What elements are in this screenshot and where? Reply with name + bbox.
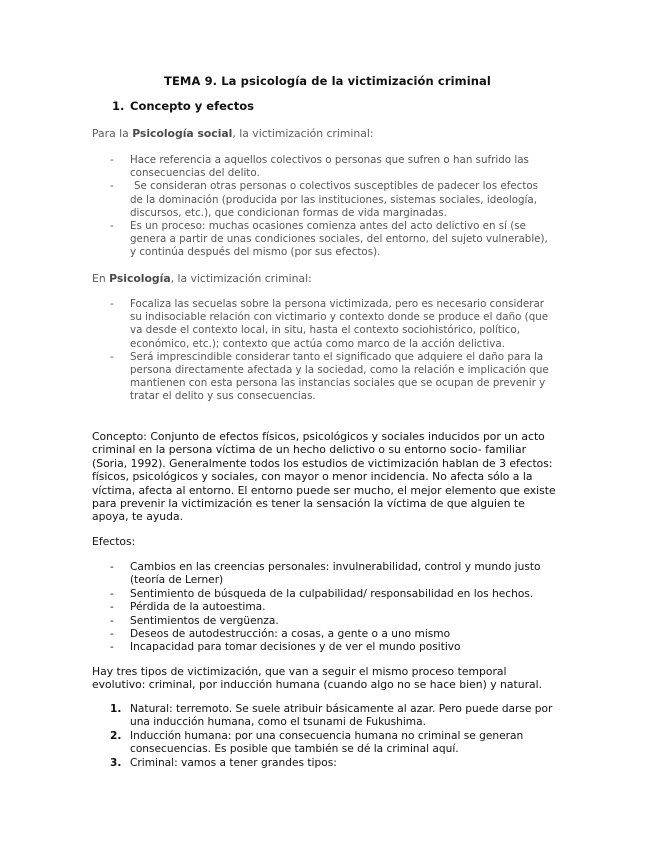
- types-list: [110, 703, 570, 770]
- social-intro-pre: Para la: [92, 127, 133, 140]
- list-item: - Sentimientos de vergüenza.: [110, 614, 279, 627]
- list-item: - Hace referencia a aquellos colectivos o personas que sufren o han sufrido las consecuencias del delito.: [110, 154, 529, 180]
- list-item: - Pérdida de la autoestima.: [110, 601, 266, 614]
- list-item: - Incapacidad para tomar decisiones y de ver el mundo positivo: [110, 641, 461, 654]
- social-intro-post: , la victimización criminal:: [232, 127, 374, 140]
- effects-label: Efectos:: [92, 535, 136, 548]
- list-item: - Focaliza las secuelas sobre la persona victimizada, pero es necesario considerar su indisociable relación con victimario y contexto donde se produce el daño (que va desde el contexto local, in situ, hasta el contexto sociohistórico, político, económico, etc.); contexto que actúa como marco de la acción delictiva.: [110, 298, 549, 350]
- list-item: 3. Criminal: vamos a tener grandes tipos:: [110, 756, 337, 769]
- list-item: - Deseos de autodestrucción: a cosas, a gente o a uno mismo: [110, 628, 451, 641]
- psych-intro-bold: Psicología: [109, 272, 171, 285]
- list-item: - Es un proceso: muchas ocasiones comienza antes del acto delictivo en sí (se genera a partir de unas condiciones sociales, del entorno, del sujeto vulnerable), y continúa después del mismo (por sus efectos).: [110, 220, 548, 259]
- list-item: - Será imprescindible considerar tanto el significado que adquiere el daño para la persona directamente afectada y la sociedad, como la relación e implicación que mantienen con esta persona las instancias sociales que se ocupan de prevenir y tratar el delito y sus consecuencias.: [110, 350, 549, 403]
- effects-list: [110, 561, 570, 655]
- list-item: - Cambios en las creencias personales: invulnerabilidad, control y mundo justo (teoría de Lerner): [110, 561, 541, 587]
- section-label: Concepto y efectos: [130, 99, 254, 113]
- concept-paragraph: Concepto: Conjunto de efectos físicos, psicológicos y sociales inducidos por un acto criminal en la persona víctima de un hecho delictivo o su entorno socio- familiar (Soria, 1992). Generalmente todos los estudios de victimización hablan de 3 efectos: físicos, psicológicos y sociales, con mayor o menor incidencia. No afecta sólo a la víctima, afecta al entorno. El entorno puede ser mucho, el mejor elemento que existe para prevenir la victimización es tener la sensación la víctima de que alguien te apoya, te ayuda.: [92, 430, 556, 524]
- psych-intro-post: , la victimización criminal:: [170, 272, 312, 285]
- list-item: - Sentimiento de búsqueda de la culpabilidad/ responsabilidad en los hechos.: [110, 587, 534, 600]
- list-item: - Se consideran otras personas o colectivos susceptibles de padecer los efectos de la dominación (producida por las instituciones, sistemas sociales, ideología, discursos, etc.), que condicionan formas de vida marginadas.: [110, 180, 539, 219]
- types-paragraph: Hay tres tipos de victimización, que van a seguir el mismo proceso temporal evolutivo: criminal, por inducción humana (cuando algo no se hace bien) y natural.: [92, 665, 543, 692]
- psych-intro: [92, 272, 562, 285]
- social-intro-bold: Psicología social: [132, 127, 233, 140]
- section-number: 1.: [112, 99, 125, 113]
- section-heading: [112, 99, 254, 113]
- document-title: TEMA 9. La psicología de la victimización criminal: [164, 74, 491, 88]
- list-item: 1. Natural: terremoto. Se suele atribuir básicamente al azar. Pero puede darse por una inducción humana, como el tsunami de Fukushima.: [110, 703, 553, 729]
- psych-intro-pre: En: [92, 272, 110, 285]
- psych-list: [110, 298, 550, 404]
- social-intro: [92, 127, 562, 140]
- list-item: 2. Inducción humana: por una consecuencia humana no criminal se generan consecuencias. Es posible que también se dé la criminal aquí.: [110, 729, 524, 756]
- social-list: [110, 154, 550, 260]
